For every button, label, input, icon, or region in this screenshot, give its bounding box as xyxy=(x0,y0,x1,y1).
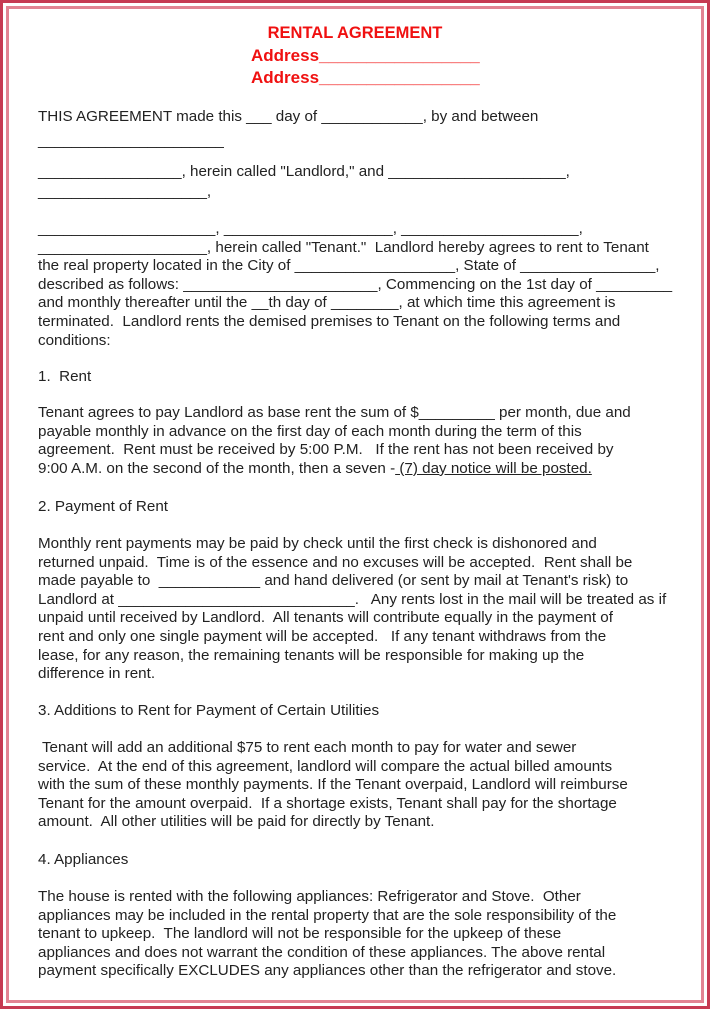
text-line: terminated. Landlord rents the demised premises to Tenant on the following terms and xyxy=(38,312,621,330)
paragraph-intro-2 xyxy=(38,132,224,151)
text-segment: 9:00 A.M. on the second of the month, then a seven - xyxy=(38,459,396,477)
text-line: payable monthly in advance on the first day of each month during the term of this xyxy=(38,422,582,440)
text-line: _____________________, ____________________, _____________________, xyxy=(38,220,583,237)
text-line: 2. Payment of Rent xyxy=(38,498,169,515)
text-line: The house is rented with the following appliances: Refrigerator and Stove. Other xyxy=(38,888,581,905)
text-line: Tenant agrees to pay Landlord as base rent the sum of $_________ per month, due and xyxy=(38,404,631,421)
text-line: Landlord at ____________________________. Any rents lost in the mail will be treated as if xyxy=(38,590,667,608)
paragraph-rent-heading xyxy=(38,368,91,387)
paragraph-utilities-body xyxy=(38,739,628,832)
text-line: conditions: xyxy=(38,331,111,349)
text-line: ____________________, xyxy=(38,183,212,200)
paragraph-tenant xyxy=(38,220,672,350)
text-line: ____________________, herein called "Tenant." Landlord hereby agrees to rent to Tenant xyxy=(38,238,649,256)
address-line-2: Address_________________ xyxy=(251,68,480,87)
address-line-1: Address_________________ xyxy=(251,46,480,65)
paragraph-intro-1 xyxy=(38,108,538,127)
text-line: the real property located in the City of ___________________, State of ________________, xyxy=(38,257,660,275)
text-line: agreement. Rent must be received by 5:00 P.M. If the rent has not been received by xyxy=(38,441,614,459)
text-line: Monthly rent payments may be paid by check until the first check is dishonored and xyxy=(38,535,597,552)
paragraph-payment-heading xyxy=(38,498,168,517)
document-title: RENTAL AGREEMENT xyxy=(267,24,443,42)
paragraph-appliances-heading xyxy=(38,851,128,870)
text-line: appliances may be included in the rental property that are the sole responsibility of the xyxy=(38,906,617,924)
text-line: _________________, herein called "Landlord," and _____________________, xyxy=(38,163,570,180)
text-line: lease, for any reason, the remaining tenants will be responsible for making up the xyxy=(38,646,585,664)
paragraph-utilities-heading xyxy=(38,702,379,721)
text-line: with the sum of these monthly payments. If the Tenant overpaid, Landlord will reimburse xyxy=(38,776,628,794)
paragraph-rent-body xyxy=(38,404,631,478)
text-line: THIS AGREEMENT made this ___ day of ____________, by and between xyxy=(38,108,539,125)
text-line xyxy=(38,460,631,479)
paragraph-landlord-2 xyxy=(38,183,211,202)
text-line: Tenant will add an additional $75 to rent each month to pay for water and sewer xyxy=(38,739,577,756)
text-line: made payable to ____________ and hand delivered (or sent by mail at Tenant's risk) to xyxy=(38,572,629,590)
text-line: rent and only one single payment will be accepted. If any tenant withdraws from the xyxy=(38,627,607,645)
text-line: difference in rent. xyxy=(38,665,156,683)
paragraph-payment-body xyxy=(38,535,666,684)
text-line: amount. All other utilities will be paid for directly by Tenant. xyxy=(38,813,435,831)
underlined-notice: (7) day notice will be posted. xyxy=(395,459,592,477)
paragraph-landlord xyxy=(38,163,570,182)
text-line: tenant to upkeep. The landlord will not be responsible for the upkeep of these xyxy=(38,925,562,943)
text-line: 3. Additions to Rent for Payment of Certain Utilities xyxy=(38,702,380,719)
text-line: described as follows: _______________________, Commencing on the 1st day of _________ xyxy=(38,275,673,293)
text-line: Tenant for the amount overpaid. If a shortage exists, Tenant shall pay for the shortage xyxy=(38,794,617,812)
text-line: service. At the end of this agreement, landlord will compare the actual billed amounts xyxy=(38,757,613,775)
text-line: unpaid until received by Landlord. All tenants will contribute equally in the payment of xyxy=(38,609,613,627)
text-line: appliances and does not warrant the condition of these appliances. The above rental xyxy=(38,943,606,961)
paragraph-appliances-body xyxy=(38,888,616,981)
text-line: payment specifically EXCLUDES any appliances other than the refrigerator and stove. xyxy=(38,962,617,980)
text-line: returned unpaid. Time is of the essence and no excuses will be accepted. Rent shall be xyxy=(38,553,633,571)
text-line: ______________________ xyxy=(38,132,224,149)
text-line: 4. Appliances xyxy=(38,851,129,868)
text-line: 1. Rent xyxy=(38,368,92,385)
text-line: and monthly thereafter until the __th day of ________, at which time this agreement is xyxy=(38,294,616,312)
